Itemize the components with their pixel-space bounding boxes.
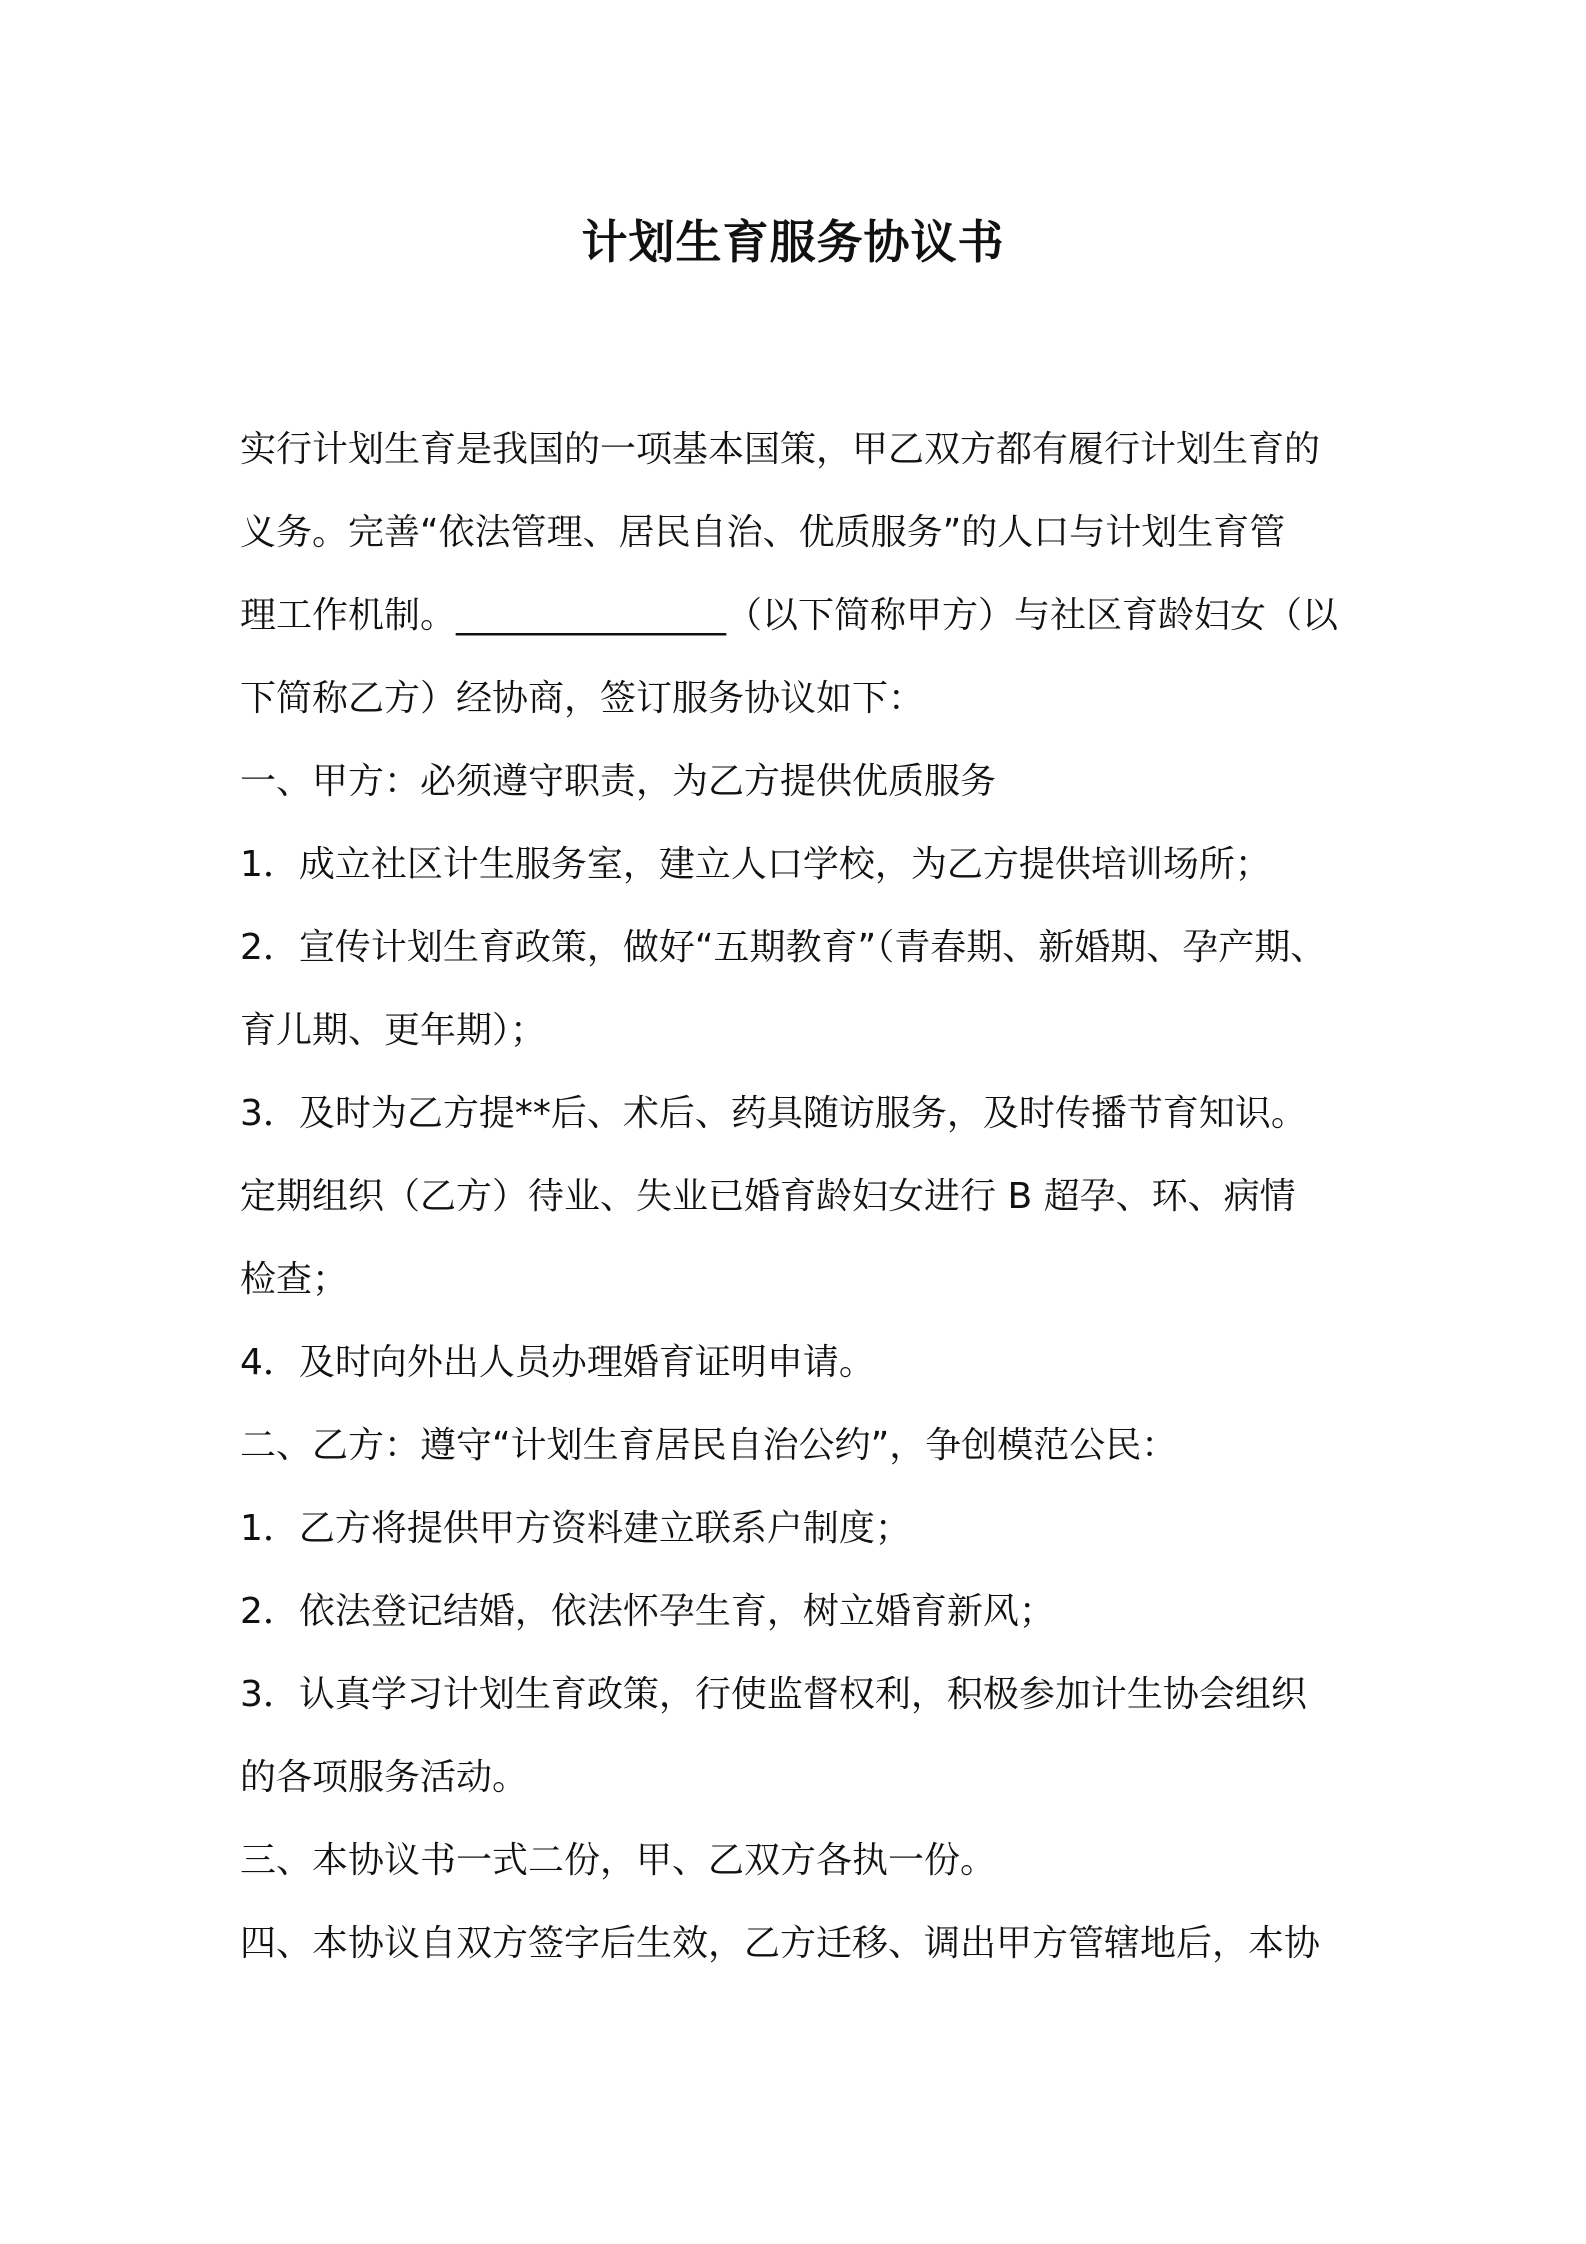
body-line: 义务。完善“依法管理、居民自治、优质服务”的人口与计划生育管 — [240, 512, 1286, 553]
document-title: 计划生育服务协议书 — [581, 215, 1005, 269]
section-heading-four: 四、本协议自双方签字后生效，乙方迁移、调出甲方管辖地后，本协 — [240, 1923, 1321, 1964]
body-line: 定期组织（乙方）待业、失业已婚育龄妇女进行 B 超孕、环、病情 — [240, 1176, 1296, 1217]
body-line: 3．认真学习计划生育政策，行使监督权利，积极参加计生协会组织 — [240, 1674, 1307, 1715]
body-line: 理工作机制。_______________（以下简称甲方）与社区育龄妇女（以 — [240, 595, 1339, 636]
section-heading-party-b: 二、乙方：遵守“计划生育居民自治公约”，争创模范公民： — [240, 1425, 1178, 1466]
section-heading-party-a: 一、甲方：必须遵守职责，为乙方提供优质服务 — [240, 761, 997, 802]
body-line: 下简称乙方）经协商，签订服务协议如下： — [240, 678, 925, 719]
body-line: 育儿期、更年期）； — [240, 1010, 547, 1051]
body-line: 实行计划生育是我国的一项基本国策，甲乙双方都有履行计划生育的 — [240, 429, 1321, 470]
body-line: 2．依法登记结婚，依法怀孕生育，树立婚育新风； — [240, 1591, 1055, 1632]
body-line: 1．乙方将提供甲方资料建立联系户制度； — [240, 1508, 911, 1549]
body-line: 4．及时向外出人员办理婚育证明申请。 — [240, 1342, 875, 1383]
body-line: 检查； — [240, 1259, 349, 1300]
body-line: 3．及时为乙方提**后、术后、药具随访服务，及时传播节育知识。 — [240, 1093, 1307, 1134]
document-body — [240, 408, 1360, 1985]
section-heading-three: 三、本协议书一式二份，甲、乙双方各执一份。 — [240, 1840, 997, 1881]
body-line: 2．宣传计划生育政策，做好“五期教育”（青春期、新婚期、孕产期、 — [240, 927, 1327, 968]
body-line: 1．成立社区计生服务室，建立人口学校，为乙方提供培训场所； — [240, 844, 1271, 885]
body-line: 的各项服务活动。 — [240, 1757, 529, 1798]
